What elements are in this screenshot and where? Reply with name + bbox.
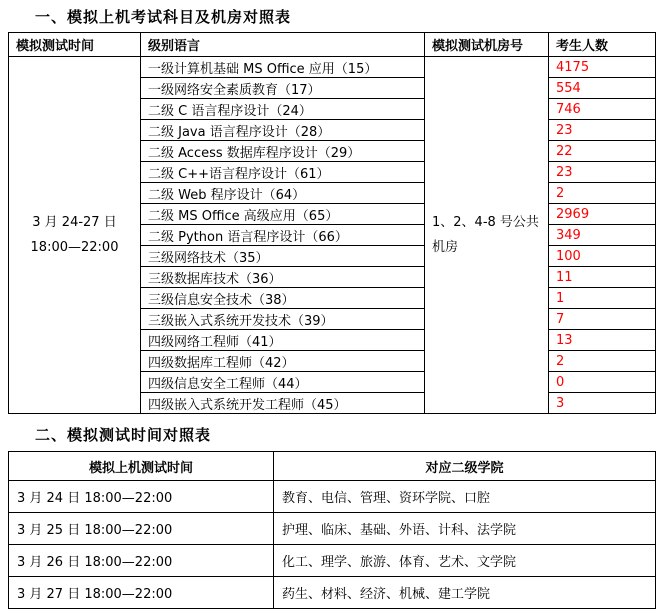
subject-cell: 二级 Java 语言程序设计（28） <box>141 120 425 141</box>
test-time-line: 18:00—22:00 <box>30 240 119 255</box>
test-time-line: 3 月 24-27 日 <box>32 215 117 230</box>
header-candidate-count: 考生人数 <box>549 33 656 57</box>
subject-cell: 四级网络工程师（41） <box>141 330 425 351</box>
candidate-count-cell: 2 <box>549 183 656 204</box>
candidate-count-cell: 554 <box>549 78 656 99</box>
candidate-count-cell: 23 <box>549 162 656 183</box>
candidate-count-cell: 2 <box>549 351 656 372</box>
subject-cell: 三级信息安全技术（38） <box>141 288 425 309</box>
candidate-count-cell: 746 <box>549 99 656 120</box>
exam-table-row <box>9 57 656 78</box>
candidate-count-cell: 349 <box>549 225 656 246</box>
header-test-time: 模拟测试时间 <box>9 33 141 57</box>
subject-cell: 四级信息安全工程师（44） <box>141 372 425 393</box>
header-room-number: 模拟测试机房号 <box>425 33 549 57</box>
candidate-count-cell: 3 <box>549 393 656 414</box>
candidate-count-cell: 13 <box>549 330 656 351</box>
colleges-cell: 护理、临床、基础、外语、计科、法学院 <box>274 513 656 545</box>
subject-cell: 一级计算机基础 MS Office 应用（15） <box>141 57 425 78</box>
candidate-count-cell: 22 <box>549 141 656 162</box>
subject-cell: 二级 Python 语言程序设计（66） <box>141 225 425 246</box>
subject-cell: 三级网络技术（35） <box>141 246 425 267</box>
candidate-count-cell: 11 <box>549 267 656 288</box>
candidate-count-cell: 1 <box>549 288 656 309</box>
subject-cell: 四级数据库工程师（42） <box>141 351 425 372</box>
subject-cell: 二级 C++语言程序设计（61） <box>141 162 425 183</box>
schedule-time-cell: 3 月 24 日 18:00—22:00 <box>9 481 274 513</box>
candidate-count-cell: 4175 <box>549 57 656 78</box>
schedule-table-row <box>9 481 656 513</box>
subject-cell: 二级 Access 数据库程序设计（29） <box>141 141 425 162</box>
colleges-cell: 教育、电信、管理、资环学院、口腔 <box>274 481 656 513</box>
colleges-cell: 化工、理学、旅游、体育、艺术、文学院 <box>274 545 656 577</box>
header-schedule-time: 模拟上机测试时间 <box>9 452 274 481</box>
candidate-count-cell: 2969 <box>549 204 656 225</box>
subject-cell: 三级数据库技术（36） <box>141 267 425 288</box>
schedule-time-cell: 3 月 27 日 18:00—22:00 <box>9 577 274 609</box>
section1-title: 一、模拟上机考试科目及机房对照表 <box>35 8 292 26</box>
exam-subjects-table <box>8 32 656 414</box>
candidate-count-cell: 100 <box>549 246 656 267</box>
room-cell: 1、2、4-8 号公共机房 <box>425 57 549 414</box>
schedule-table-body <box>9 481 656 609</box>
candidate-count-cell: 23 <box>549 120 656 141</box>
test-time-cell <box>9 57 141 414</box>
subject-cell: 四级嵌入式系统开发工程师（45） <box>141 393 425 414</box>
schedule-table-row <box>9 577 656 609</box>
subject-cell: 三级嵌入式系统开发技术（39） <box>141 309 425 330</box>
candidate-count-cell: 7 <box>549 309 656 330</box>
section2-title: 二、模拟测试时间对照表 <box>35 426 212 444</box>
colleges-cell: 药生、材料、经济、机械、建工学院 <box>274 577 656 609</box>
schedule-table <box>8 451 656 609</box>
candidate-count-cell: 0 <box>549 372 656 393</box>
schedule-table-row <box>9 513 656 545</box>
header-level-language: 级别语言 <box>141 33 425 57</box>
subject-cell: 二级 C 语言程序设计（24） <box>141 99 425 120</box>
schedule-table-header-row <box>9 452 656 481</box>
schedule-time-cell: 3 月 26 日 18:00—22:00 <box>9 545 274 577</box>
exam-table-body <box>9 57 656 414</box>
subject-cell: 二级 MS Office 高级应用（65） <box>141 204 425 225</box>
schedule-time-cell: 3 月 25 日 18:00—22:00 <box>9 513 274 545</box>
subject-cell: 一级网络安全素质教育（17） <box>141 78 425 99</box>
subject-cell: 二级 Web 程序设计（64） <box>141 183 425 204</box>
header-colleges: 对应二级学院 <box>274 452 656 481</box>
exam-table-header-row <box>9 33 656 57</box>
schedule-table-row <box>9 545 656 577</box>
